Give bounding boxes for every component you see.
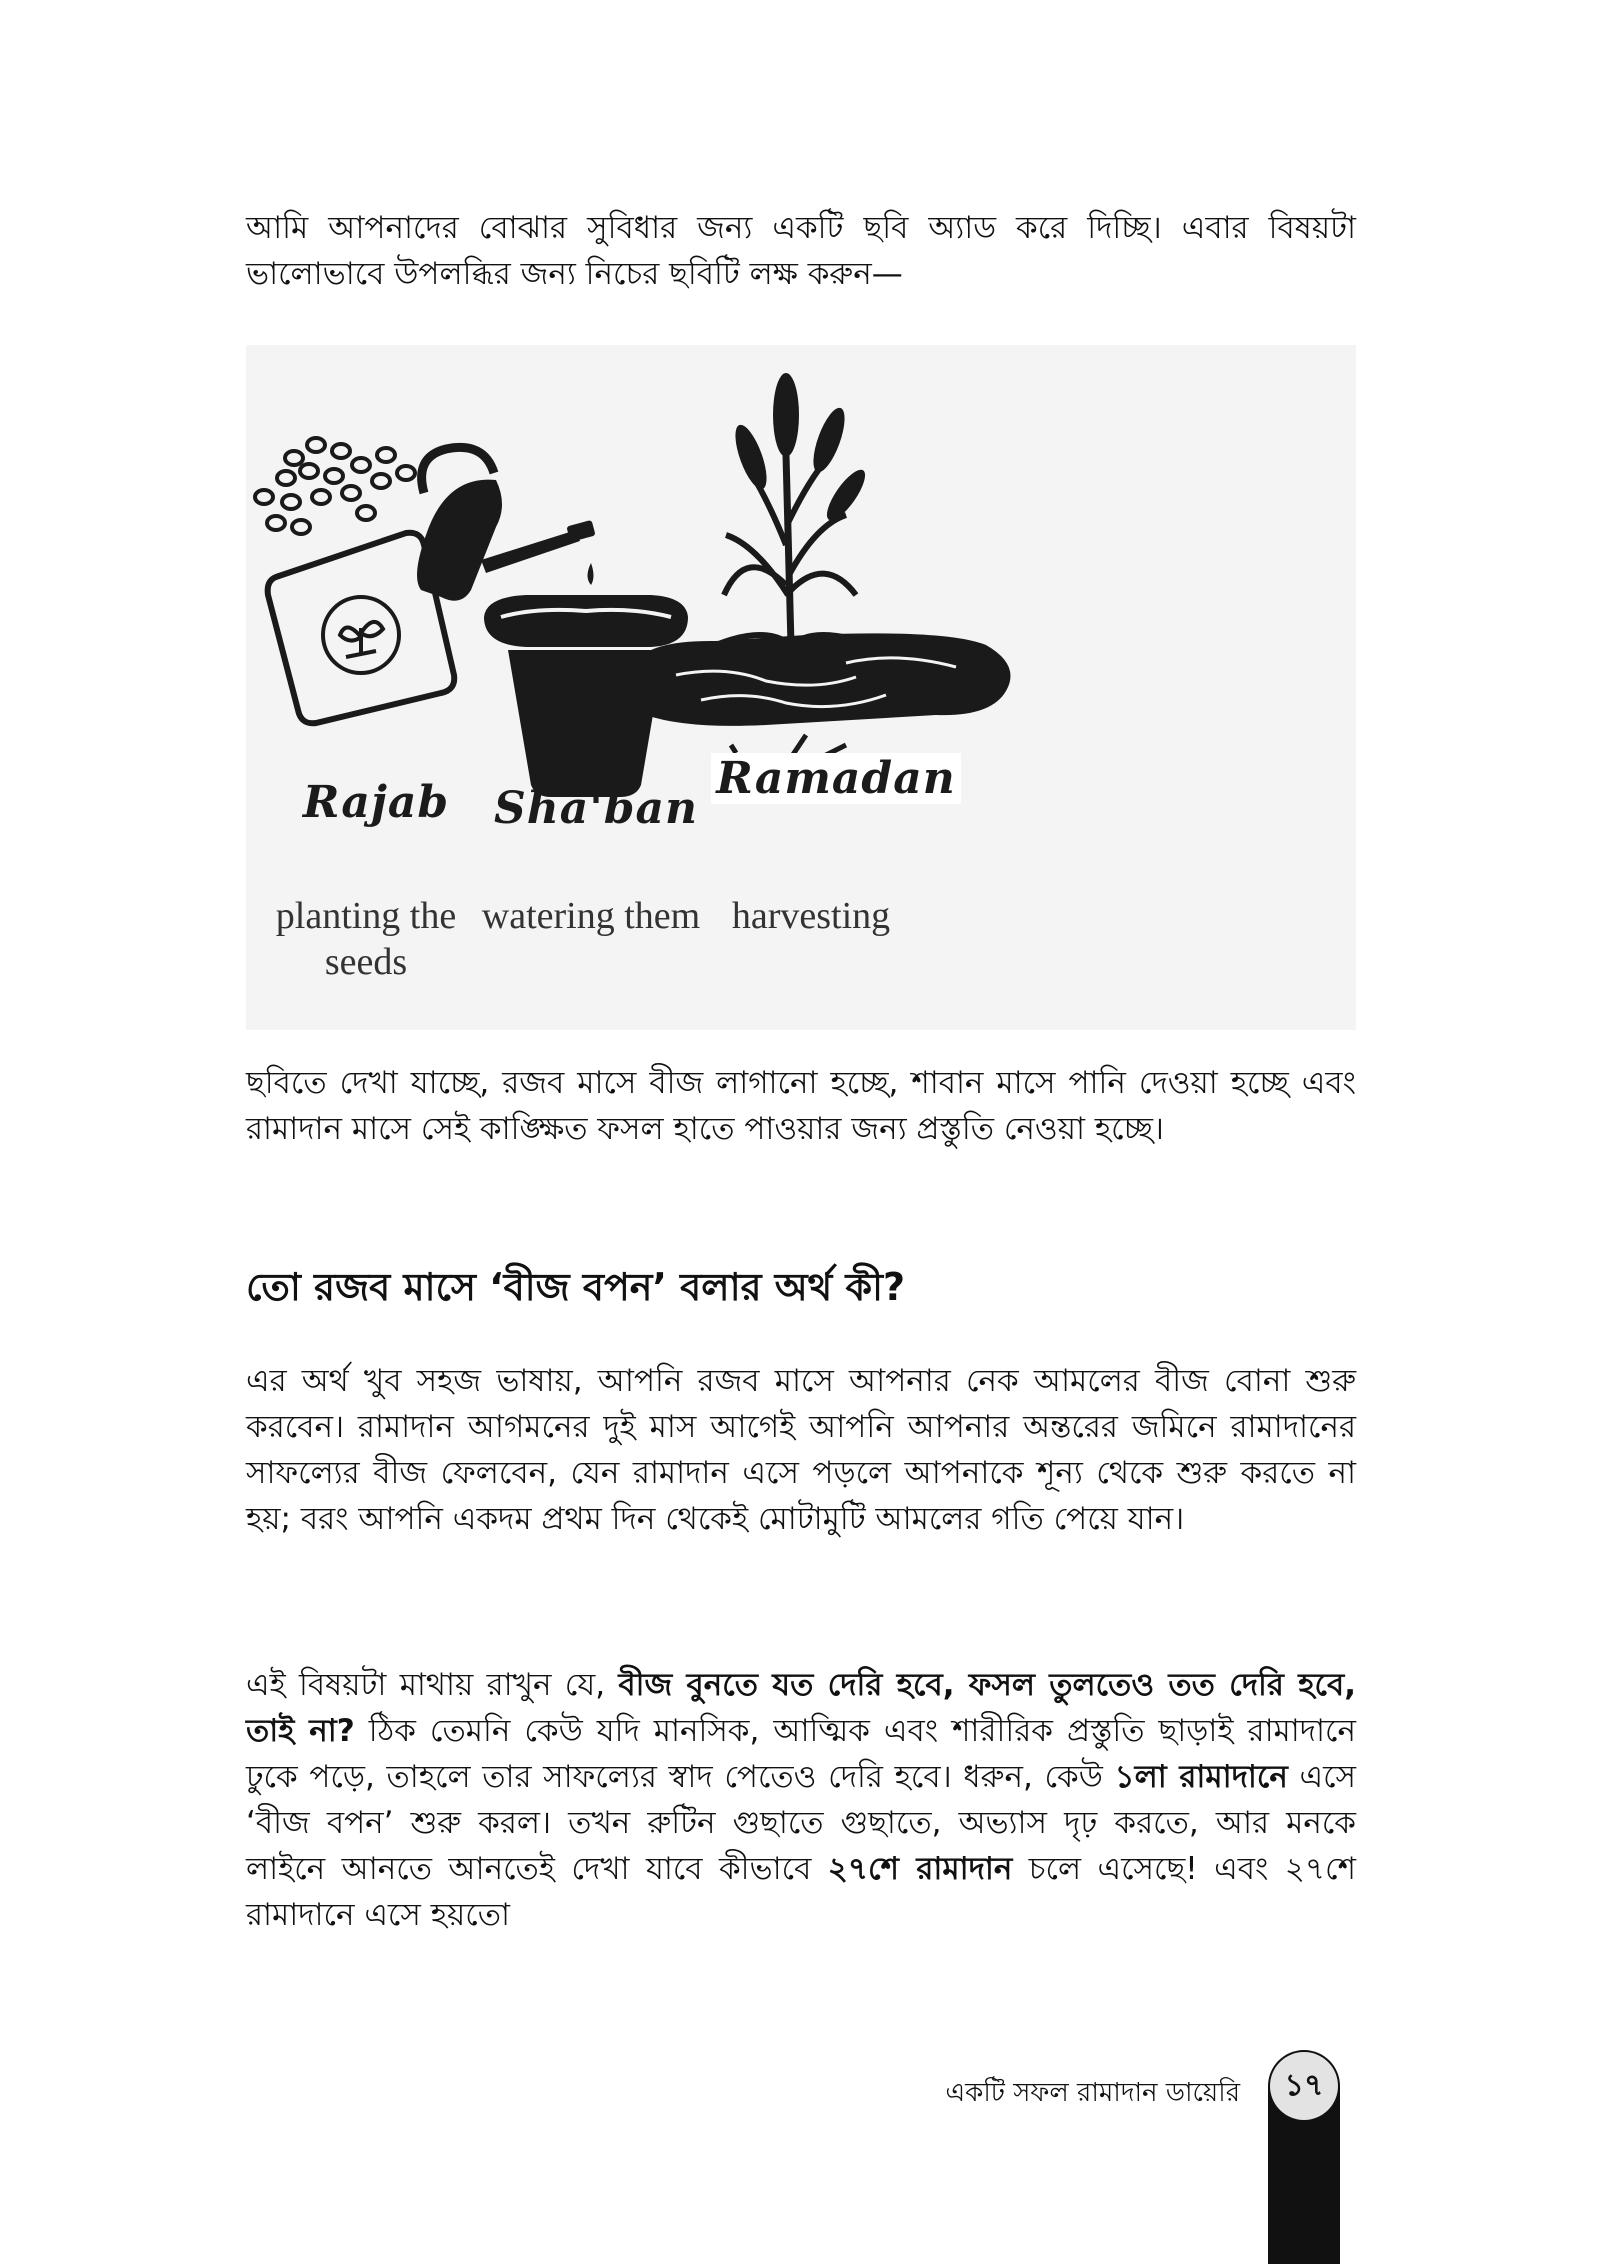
- seed-growth-figure: [246, 345, 1356, 1030]
- section-heading: তো রজব মাসে ‘বীজ বপন’ বলার অর্থ কী?: [246, 1265, 906, 1309]
- wheat-plant-icon: [631, 373, 1011, 775]
- watering-can-icon: [417, 447, 596, 600]
- intro-paragraph: আমি আপনাদের বোঝার সুবিধার জন্য একটি ছবি অ্যাড করে দিচ্ছি। এবার বিষয়টা ভালোভাবে উপলব্ধির জন্য নিচের ছবিটি লক্ষ করুন—: [246, 210, 1356, 292]
- delay-paragraph: এই বিষয়টা মাথায় রাখুন যে, বীজ বুনতে যত দেরি হবে, ফসল তুলতেও তত দেরি হবে, তাই না? ঠিক তেমনি কেউ যদি মানসিক, আত্মিক এবং শারীরিক প্রস্তুতি ছাড়াই রামাদানে ঢুকে পড়ে, তাহলে তার সাফল্যের স্বাদ পেতেও দেরি হবে। ধরুন, কেউ ১লা রামাদানে এসে ‘বীজ বপন’ শুরু করল। তখন রুটিন গুছাতে গুছাতে, অভ্যাস দৃঢ় করতে, আর মনকে লাইনে আনতে আনতেই দেখা যাবে কীভাবে ২৭শে রামাদান চলে এসেছে! এবং ২৭শে রামাদানে এসে হয়তো: [246, 1667, 1356, 1933]
- emphasis-27th-ramadan: ২৭শে রামাদান: [827, 1851, 1013, 1887]
- emphasis-first-ramadan: ১লা রামাদানে: [1114, 1759, 1288, 1795]
- stage-month-rajab: Rajab: [302, 777, 450, 828]
- figure-explanation-paragraph: ছবিতে দেখা যাচ্ছে, রজব মাসে বীজ লাগানো হচ্ছে, শাবান মাসে পানি দেওয়া হচ্ছে এবং রামাদান মাসে সেই কাঙ্ক্ষিত ফসল হাতে পাওয়ার জন্য প্রস্তুতি নেওয়া হচ্ছে।: [246, 1065, 1356, 1147]
- footer-book-title: একটি সফল রামাদান ডায়েরি: [945, 2078, 1240, 2108]
- stage-month-shaban: Sha'ban: [493, 783, 698, 834]
- emphasis-seed-delay: বীজ বুনতে যত দেরি হবে, ফসল তুলতেও তত দেরি হবে, তাই না?: [246, 1667, 1356, 1749]
- stage-month-ramadan: Ramadan: [711, 753, 961, 804]
- stage-caption-ramadan: harvesting: [731, 895, 891, 937]
- meaning-paragraph: এর অর্থ খুব সহজ ভাষায়, আপনি রজব মাসে আপনার নেক আমলের বীজ বোনা শুরু করবেন। রামাদান আগমনের দুই মাস আগেই আপনি আপনার অন্তরের জমিনে রামাদানের সাফল্যের বীজ ফেলবেন, যেন রামাদান এসে পড়লে আপনাকে শূন্য থেকে শুরু করতে না হয়; বরং আপনি একদম প্রথম দিন থেকেই মোটামুটি আমলের গতি পেয়ে যান।: [246, 1363, 1356, 1537]
- stage-caption-shaban: watering them: [481, 895, 701, 937]
- page-number: ১৭: [1270, 2052, 1338, 2120]
- stage-caption-rajab: planting the seeds: [275, 895, 457, 983]
